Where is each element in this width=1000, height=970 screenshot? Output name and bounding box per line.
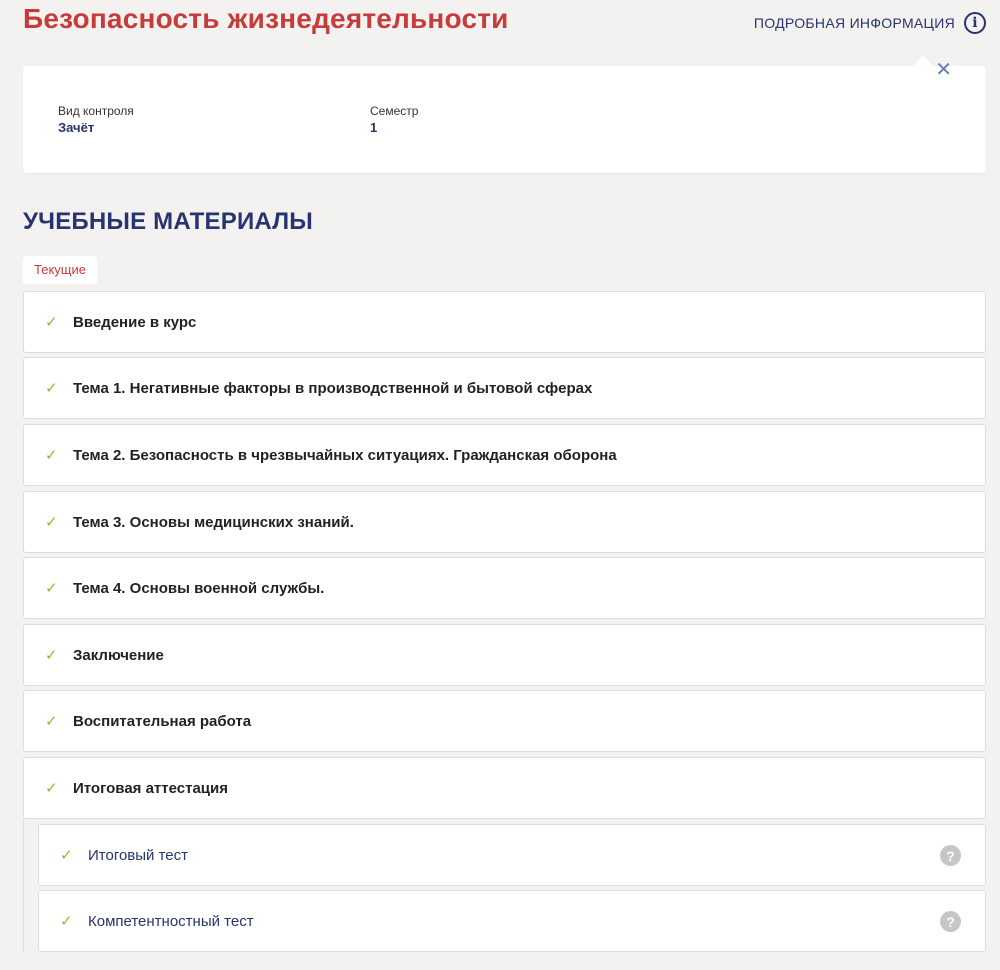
material-item-label: Тема 1. Негативные факторы в производственной и бытовой сферах (73, 379, 593, 397)
control-type-value: Зачёт (58, 120, 95, 135)
check-icon: ✓ (45, 647, 58, 664)
material-item-topic-2[interactable] (23, 424, 986, 486)
material-item-label: Введение в курс (73, 313, 197, 331)
section-title: УЧЕБНЫЕ МАТЕРИАЛЫ (23, 208, 313, 235)
subitems-connector (23, 820, 24, 952)
semester-field (370, 104, 418, 135)
material-item-label: Заключение (73, 646, 164, 664)
material-item-label: Итоговая аттестация (73, 779, 228, 797)
check-icon: ✓ (60, 847, 73, 864)
course-info-panel (23, 59, 986, 173)
material-item-topic-1[interactable] (23, 357, 986, 419)
control-type-field (58, 104, 134, 135)
subitem-label: Компетентностный тест (88, 912, 254, 930)
check-icon: ✓ (45, 314, 58, 331)
check-icon: ✓ (45, 514, 58, 531)
material-item-intro[interactable] (23, 291, 986, 353)
details-link[interactable] (754, 12, 986, 34)
info-icon: i (964, 12, 986, 34)
subitem-competence-test[interactable] (38, 890, 986, 952)
material-item-topic-4[interactable] (23, 557, 986, 619)
check-icon: ✓ (45, 380, 58, 397)
subitem-label: Итоговый тест (88, 846, 189, 864)
course-title: Безопасность жизнедеятельности (23, 3, 509, 34)
material-item-label: Тема 4. Основы военной службы. (73, 579, 325, 597)
check-icon: ✓ (60, 913, 73, 930)
details-link-label: ПОДРОБНАЯ ИНФОРМАЦИЯ (753, 15, 955, 31)
tab-current[interactable]: Текущие (23, 256, 97, 284)
help-icon[interactable]: ? (940, 845, 961, 866)
material-item-label: Тема 3. Основы медицинских знаний. (73, 513, 354, 531)
material-item-topic-3[interactable] (23, 491, 986, 553)
subitem-final-test[interactable] (38, 824, 986, 886)
help-icon[interactable]: ? (940, 911, 961, 932)
check-icon: ✓ (45, 580, 58, 597)
semester-label: Семестр (370, 104, 419, 118)
semester-value: 1 (370, 120, 378, 135)
check-icon: ✓ (45, 780, 58, 797)
check-icon: ✓ (45, 447, 58, 464)
material-item-conclusion[interactable] (23, 624, 986, 686)
material-item-education[interactable] (23, 690, 986, 752)
material-item-final-attestation[interactable] (23, 757, 986, 819)
control-type-label: Вид контроля (58, 104, 134, 118)
material-item-label: Воспитательная работа (73, 712, 252, 730)
material-item-label: Тема 2. Безопасность в чрезвычайных ситуациях. Гражданская оборона (73, 446, 617, 464)
close-icon[interactable]: ✕ (935, 59, 952, 81)
check-icon: ✓ (45, 713, 58, 730)
